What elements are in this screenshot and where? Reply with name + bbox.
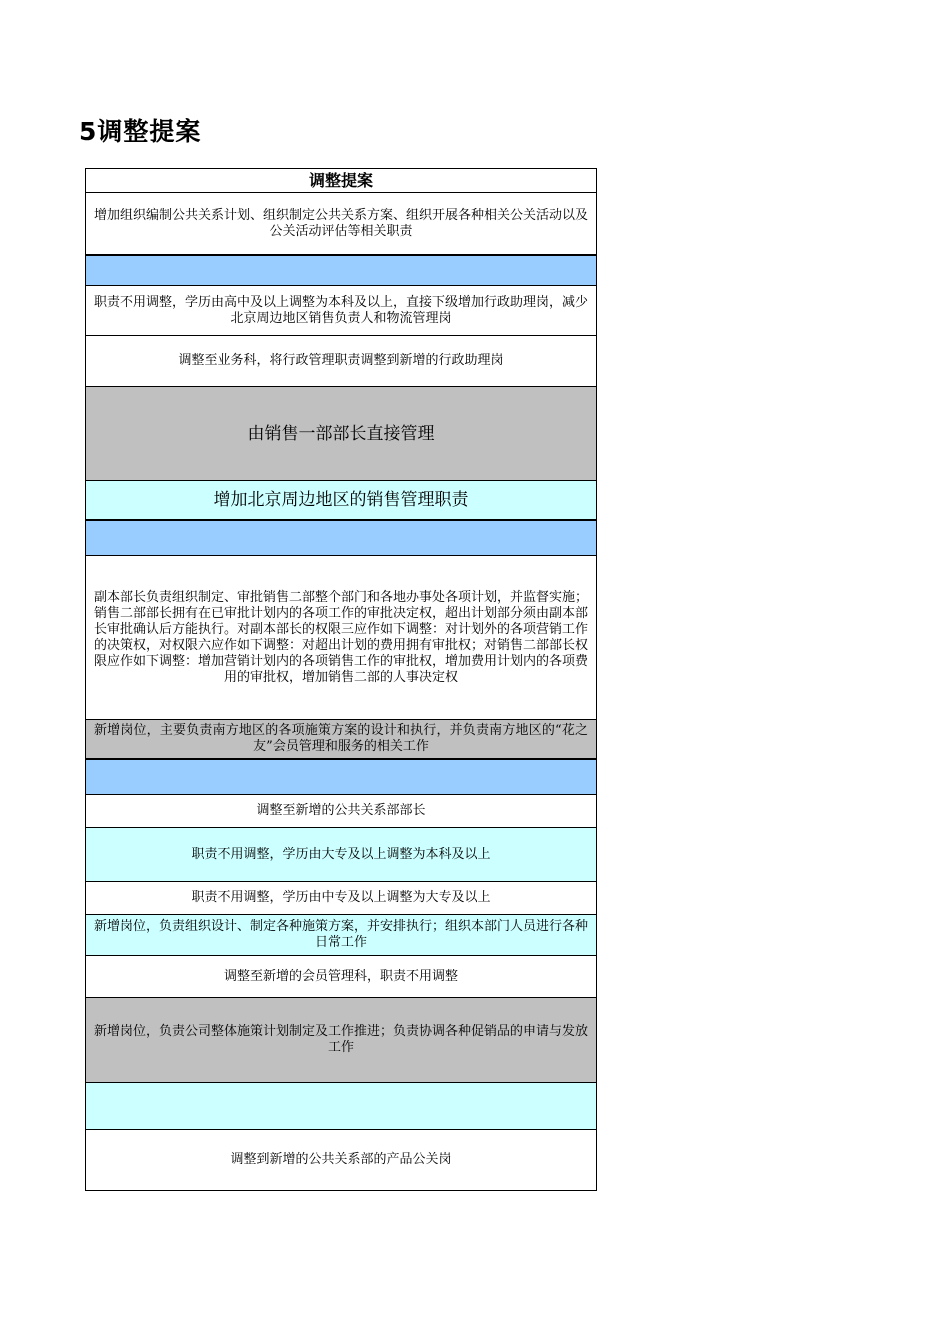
table-row: 调整至新增的公共关系部部长 xyxy=(86,795,596,828)
table-row: 调整到新增的公共关系部的产品公关岗 xyxy=(86,1130,596,1190)
table-row: 调整至业务科，将行政管理职责调整到新增的行政助理岗 xyxy=(86,336,596,387)
page-title: 5调整提案 xyxy=(79,117,202,146)
table-row xyxy=(86,520,596,556)
table-row: 职责不用调整，学历由大专及以上调整为本科及以上 xyxy=(86,828,596,882)
table-row: 职责不用调整，学历由高中及以上调整为本科及以上，直接下级增加行政助理岗，减少北京周边地区销售负责人和物流管理岗 xyxy=(86,286,596,336)
table-row: 职责不用调整，学历由中专及以上调整为大专及以上 xyxy=(86,882,596,915)
table-header: 调整提案 xyxy=(86,169,596,193)
table-row: 新增岗位，负责公司整体施策计划制定及工作推进；负责协调各种促销品的申请与发放工作 xyxy=(86,998,596,1083)
table-row: 调整至新增的会员管理科，职责不用调整 xyxy=(86,956,596,998)
table-row xyxy=(86,255,596,286)
adjustment-proposal-table xyxy=(85,168,597,1191)
table-row xyxy=(86,759,596,795)
table-row xyxy=(86,1083,596,1130)
table-row: 增加北京周边地区的销售管理职责 xyxy=(86,481,596,520)
table-row: 增加组织编制公共关系计划、组织制定公共关系方案、组织开展各种相关公关活动以及公关活动评估等相关职责 xyxy=(86,193,596,255)
table-row: 由销售一部部长直接管理 xyxy=(86,387,596,481)
table-row: 副本部长负责组织制定、审批销售二部整个部门和各地办事处各项计划，并监督实施；销售二部部长拥有在已审批计划内的各项工作的审批决定权，超出计划部分须由副本部长审批确认后方能执行。对副本部长的权限三应作如下调整：对计划外的各项营销工作的决策权，对权限六应作如下调整：对超出计划的费用拥有审批权；对销售二部部长权限应作如下调整：增加营销计划内的各项销售工作的审批权，增加费用计划内的各项费用的审批权，增加销售二部的人事决定权 xyxy=(86,556,596,720)
table-row: 新增岗位，主要负责南方地区的各项施策方案的设计和执行，并负责南方地区的“花之友”会员管理和服务的相关工作 xyxy=(86,720,596,759)
table-row: 新增岗位，负责组织设计、制定各种施策方案，并安排执行；组织本部门人员进行各种日常工作 xyxy=(86,915,596,956)
